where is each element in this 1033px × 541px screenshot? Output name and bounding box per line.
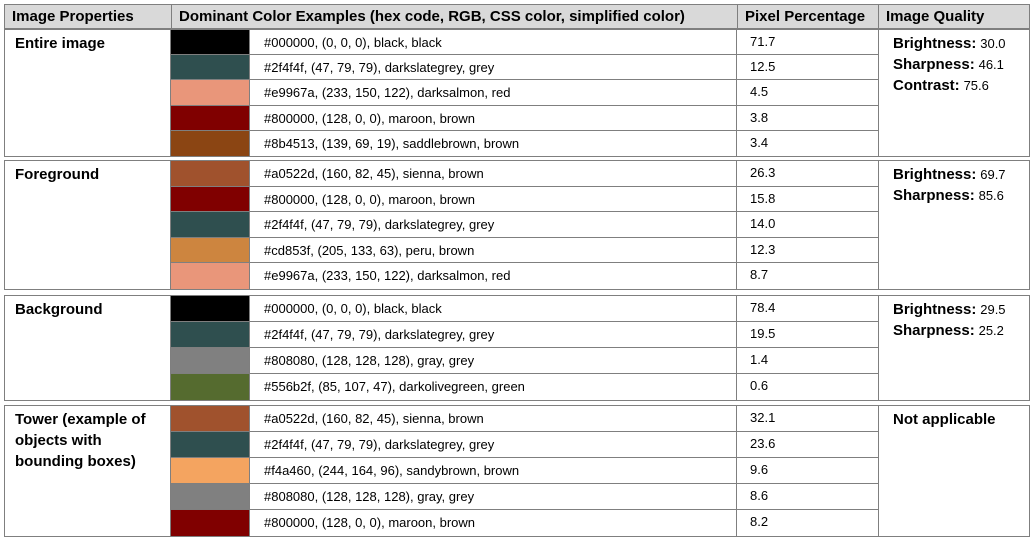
pixel-percentage: 8.7 bbox=[750, 267, 769, 283]
color-description: #cd853f, (205, 133, 63), peru, brown bbox=[250, 238, 737, 263]
color-row bbox=[171, 30, 878, 55]
quality-metric-value: 46.1 bbox=[978, 57, 1004, 72]
section-1 bbox=[4, 160, 1030, 290]
image-quality-cell bbox=[878, 296, 1029, 400]
header-dominant-colors: Dominant Color Examples (hex code, RGB, CSS color, simplified color) bbox=[172, 5, 738, 28]
quality-metric-value: 75.6 bbox=[963, 78, 989, 93]
quality-metric-label: Sharpness: bbox=[893, 187, 975, 204]
quality-metric-value: 25.2 bbox=[978, 323, 1004, 338]
color-row bbox=[171, 406, 878, 432]
color-description: #f4a460, (244, 164, 96), sandybrown, brown bbox=[250, 458, 737, 483]
color-row bbox=[171, 55, 878, 80]
color-swatch bbox=[171, 80, 250, 104]
image-quality-cell bbox=[878, 406, 1029, 536]
pixel-percentage: 12.3 bbox=[750, 241, 776, 257]
color-row bbox=[171, 432, 878, 458]
quality-metric-label: Contrast: bbox=[893, 77, 960, 94]
color-description: #800000, (128, 0, 0), maroon, brown bbox=[250, 187, 737, 212]
quality-metric bbox=[893, 75, 1029, 96]
quality-metric bbox=[893, 299, 1029, 320]
quality-metric-label: Brightness: bbox=[893, 166, 977, 183]
color-swatch bbox=[171, 106, 250, 130]
quality-metric-value: 85.6 bbox=[978, 188, 1004, 203]
quality-metric-label: Sharpness: bbox=[893, 56, 975, 73]
quality-metric-value: 69.7 bbox=[980, 167, 1006, 182]
pixel-percentage: 14.0 bbox=[750, 216, 776, 232]
color-description: #556b2f, (85, 107, 47), darkolivegreen, green bbox=[250, 374, 737, 400]
color-row bbox=[171, 510, 878, 536]
color-swatch bbox=[171, 406, 250, 431]
table-header-row bbox=[4, 4, 1030, 29]
section-label: Foreground bbox=[5, 161, 171, 289]
section-label: Entire image bbox=[5, 30, 171, 156]
pixel-percentage: 15.8 bbox=[750, 190, 776, 206]
color-swatch bbox=[171, 510, 250, 536]
quality-metric-label: Sharpness: bbox=[893, 322, 975, 339]
color-description: #2f4f4f, (47, 79, 79), darkslategrey, grey bbox=[250, 322, 737, 347]
color-swatch bbox=[171, 458, 250, 483]
color-swatch bbox=[171, 296, 250, 321]
quality-metric-label: Brightness: bbox=[893, 301, 977, 318]
section-2 bbox=[4, 295, 1030, 401]
color-swatch bbox=[171, 187, 250, 212]
color-swatch bbox=[171, 374, 250, 400]
pixel-percentage: 8.6 bbox=[750, 488, 769, 503]
color-row bbox=[171, 484, 878, 510]
color-row bbox=[171, 161, 878, 187]
color-swatch bbox=[171, 348, 250, 373]
section-label: Background bbox=[5, 296, 171, 400]
color-swatch bbox=[171, 55, 250, 79]
color-description: #2f4f4f, (47, 79, 79), darkslategrey, grey bbox=[250, 212, 737, 237]
color-row bbox=[171, 322, 878, 348]
header-image-quality: Image Quality bbox=[886, 8, 985, 25]
quality-not-applicable: Not applicable bbox=[893, 411, 996, 428]
color-swatch bbox=[171, 30, 250, 54]
color-row bbox=[171, 80, 878, 105]
color-row bbox=[171, 106, 878, 131]
color-description: #e9967a, (233, 150, 122), darksalmon, red bbox=[250, 263, 737, 289]
quality-metric bbox=[893, 54, 1029, 75]
color-swatch bbox=[171, 131, 250, 156]
color-description: #808080, (128, 128, 128), gray, grey bbox=[250, 484, 737, 509]
color-description: #2f4f4f, (47, 79, 79), darkslategrey, grey bbox=[250, 432, 737, 457]
pixel-percentage: 78.4 bbox=[750, 300, 776, 315]
color-row bbox=[171, 212, 878, 238]
pixel-percentage: 3.8 bbox=[750, 109, 769, 125]
section-0 bbox=[4, 29, 1030, 157]
color-description: #000000, (0, 0, 0), black, black bbox=[250, 296, 737, 321]
pixel-percentage: 32.1 bbox=[750, 410, 776, 425]
quality-metric bbox=[893, 185, 1029, 206]
pixel-percentage: 26.3 bbox=[750, 165, 776, 180]
color-swatch bbox=[171, 322, 250, 347]
color-row bbox=[171, 238, 878, 264]
quality-metric bbox=[893, 33, 1029, 54]
image-quality-cell bbox=[878, 161, 1029, 289]
header-pixel-percentage: Pixel Percentage bbox=[738, 5, 879, 28]
color-row bbox=[171, 348, 878, 374]
pixel-percentage: 71.7 bbox=[750, 34, 776, 49]
quality-metric bbox=[893, 320, 1029, 341]
color-row bbox=[171, 374, 878, 400]
color-row bbox=[171, 263, 878, 289]
quality-metric-label: Brightness: bbox=[893, 35, 977, 52]
color-swatch bbox=[171, 238, 250, 263]
pixel-percentage: 19.5 bbox=[750, 326, 776, 341]
color-description: #a0522d, (160, 82, 45), sienna, brown bbox=[250, 161, 737, 186]
quality-metric bbox=[893, 164, 1029, 185]
pixel-percentage: 8.2 bbox=[750, 514, 769, 529]
color-row bbox=[171, 458, 878, 484]
color-swatch bbox=[171, 432, 250, 457]
pixel-percentage: 9.6 bbox=[750, 462, 769, 477]
color-swatch bbox=[171, 484, 250, 509]
color-swatch bbox=[171, 212, 250, 237]
color-row bbox=[171, 187, 878, 213]
color-row bbox=[171, 296, 878, 322]
color-description: #808080, (128, 128, 128), gray, grey bbox=[250, 348, 737, 373]
color-swatch bbox=[171, 161, 250, 186]
pixel-percentage: 23.6 bbox=[750, 436, 776, 451]
pixel-percentage: 3.4 bbox=[750, 134, 769, 150]
color-description: #800000, (128, 0, 0), maroon, brown bbox=[250, 510, 737, 536]
color-description: #800000, (128, 0, 0), maroon, brown bbox=[250, 106, 737, 130]
color-row bbox=[171, 131, 878, 156]
color-description: #2f4f4f, (47, 79, 79), darkslategrey, grey bbox=[250, 55, 737, 79]
pixel-percentage: 1.4 bbox=[750, 352, 769, 367]
quality-metric-value: 30.0 bbox=[980, 36, 1006, 51]
color-swatch bbox=[171, 263, 250, 289]
color-description: #000000, (0, 0, 0), black, black bbox=[250, 30, 737, 54]
image-quality-cell bbox=[878, 30, 1029, 156]
color-description: #8b4513, (139, 69, 19), saddlebrown, brown bbox=[250, 131, 737, 156]
color-properties-table bbox=[4, 4, 1030, 530]
color-description: #a0522d, (160, 82, 45), sienna, brown bbox=[250, 406, 737, 431]
section-3 bbox=[4, 405, 1030, 537]
quality-metric-value: 29.5 bbox=[980, 302, 1006, 317]
pixel-percentage: 4.5 bbox=[750, 84, 769, 100]
section-label: Tower (example of objects with bounding boxes) bbox=[5, 406, 171, 536]
header-image-properties: Image Properties bbox=[5, 5, 172, 28]
pixel-percentage: 0.6 bbox=[750, 378, 769, 393]
pixel-percentage: 12.5 bbox=[750, 59, 776, 75]
color-description: #e9967a, (233, 150, 122), darksalmon, red bbox=[250, 80, 737, 104]
